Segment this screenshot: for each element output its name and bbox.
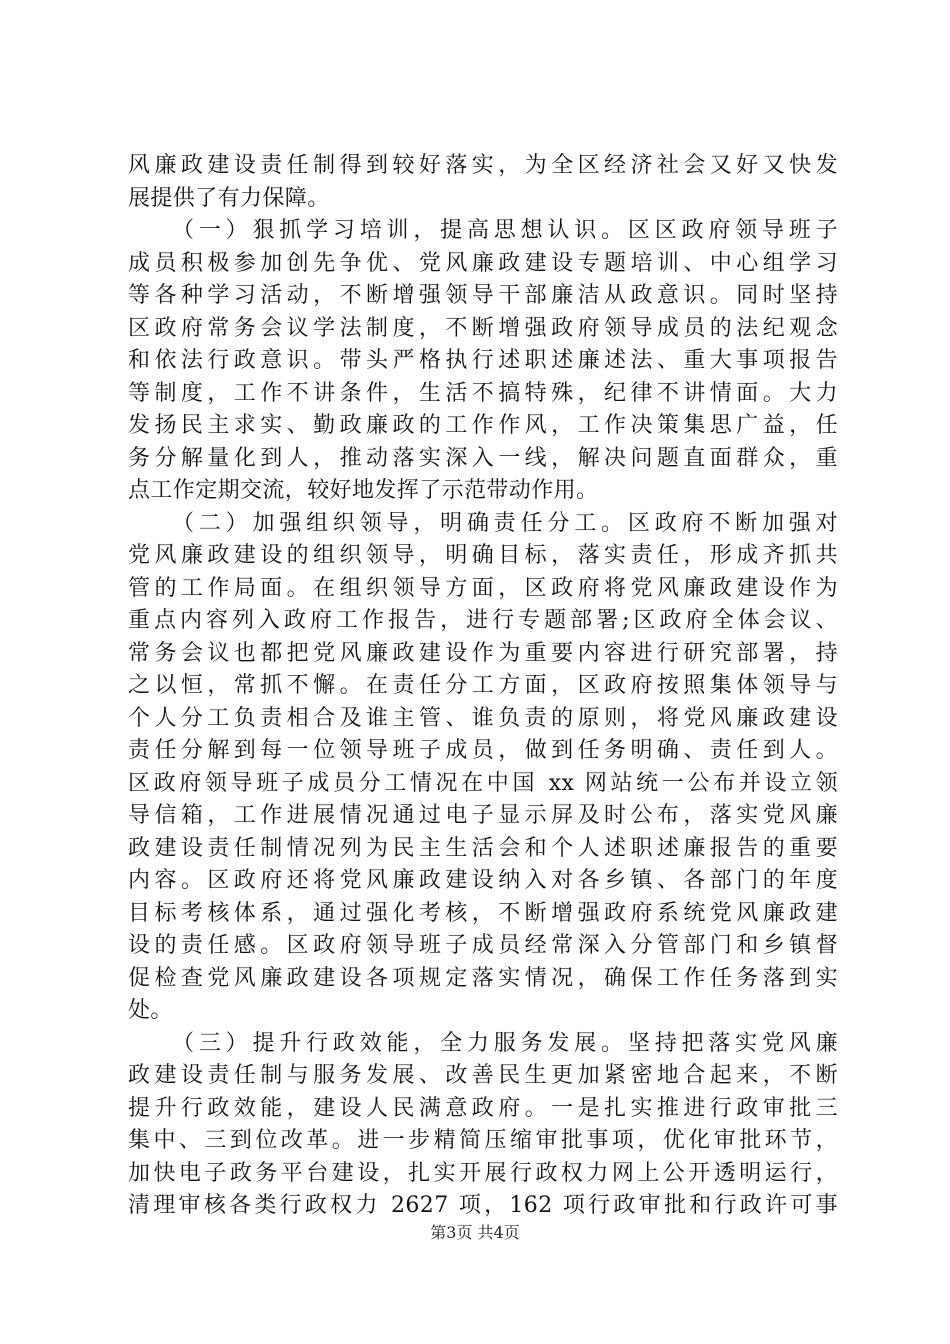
text-line: 等制度，工作不讲条件，生活不搞特殊，纪律不讲情面。大力 <box>128 380 838 406</box>
text-line: 责任分解到每一位领导班子成员，做到任务明确、责任到人。 <box>128 738 838 763</box>
text-line: 提升行政效能，建设人民满意政府。一是扎实推进行政审批三 <box>128 1095 838 1121</box>
text-line: 区政府领导班子成员分工情况在中国 xx 网站统一公布并设立领 <box>128 770 838 796</box>
text-line: 导信箱，工作进展情况通过电子显示屏及时公布，落实党风廉 <box>128 803 838 828</box>
text-line: 设的责任感。区政府领导班子成员经常深入分管部门和乡镇督 <box>128 933 838 958</box>
text-line: 政建设责任制情况列为民主生活会和个人述职述廉报告的重要 <box>128 835 838 861</box>
page-number-footer: 第3页 共4页 <box>430 1223 520 1242</box>
text-line: 政建设责任制与服务发展、改善民生更加紧密地合起来，不断 <box>128 1063 838 1088</box>
text-line: 和依法行政意识。带头严格执行述职述廉述法、重大事项报告 <box>128 348 838 373</box>
paragraph-heading-line: （二）加强组织领导，明确责任分工。区政府不断加强对 <box>172 510 838 536</box>
text-line: 促检查党风廉政建设各项规定落实情况，确保工作任务落到实 <box>128 965 838 991</box>
text-line: 展提供了有力保障。 <box>128 185 330 211</box>
text-line: 风廉政建设责任制得到较好落实，为全区经济社会又好又快发 <box>128 153 838 178</box>
body-text <box>128 150 838 1223</box>
text-line: 集中、三到位改革。进一步精简压缩审批事项，优化审批环节， <box>128 1128 838 1153</box>
text-line: 管的工作局面。在组织领导方面，区政府将党风廉政建设作为 <box>128 575 838 601</box>
text-line: 点工作定期交流，较好地发挥了示范带动作用。 <box>128 478 599 503</box>
text-line: 目标考核体系，通过强化考核，不断增强政府系统党风廉政建 <box>128 900 838 926</box>
text-line: 务分解量化到人，推动落实深入一线，解决问题直面群众，重 <box>128 445 838 471</box>
text-line: 内容。区政府还将党风廉政建设纳入对各乡镇、各部门的年度 <box>128 868 838 893</box>
text-line: 党风廉政建设的组织领导，明确目标，落实责任，形成齐抓共 <box>128 543 838 568</box>
paragraph-heading-line: （三）提升行政效能，全力服务发展。坚持把落实党风廉 <box>172 1030 838 1056</box>
text-line: 成员积极参加创先争优、党风廉政建设专题培训、中心组学习 <box>128 250 838 276</box>
text-line: 个人分工负责相合及谁主管、谁负责的原则，将党风廉政建设 <box>128 705 838 731</box>
text-line: 清理审核各类行政权力 2627 项，162 项行政审批和行政许可事 <box>128 1193 838 1218</box>
text-line: 区政府常务会议学法制度，不断增强政府领导成员的法纪观念 <box>128 315 838 341</box>
text-line: 重点内容列入政府工作报告，进行专题部署;区政府全体会议、 <box>128 608 838 633</box>
text-line: 处。 <box>128 998 173 1023</box>
text-line: 之以恒，常抓不懈。在责任分工方面，区政府按照集体领导与 <box>128 673 838 698</box>
text-line: 发扬民主求实、勤政廉政的工作作风，工作决策集思广益，任 <box>128 413 838 438</box>
text-line: 等各种学习活动，不断增强领导干部廉洁从政意识。同时坚持 <box>128 283 838 308</box>
paragraph-heading-line: （一）狠抓学习培训，提高思想认识。区区政府领导班子 <box>172 218 838 243</box>
text-line: 加快电子政务平台建设，扎实开展行政权力网上公开透明运行， <box>128 1160 838 1186</box>
text-line: 常务会议也都把党风廉政建设作为重要内容进行研究部署，持 <box>128 640 838 666</box>
